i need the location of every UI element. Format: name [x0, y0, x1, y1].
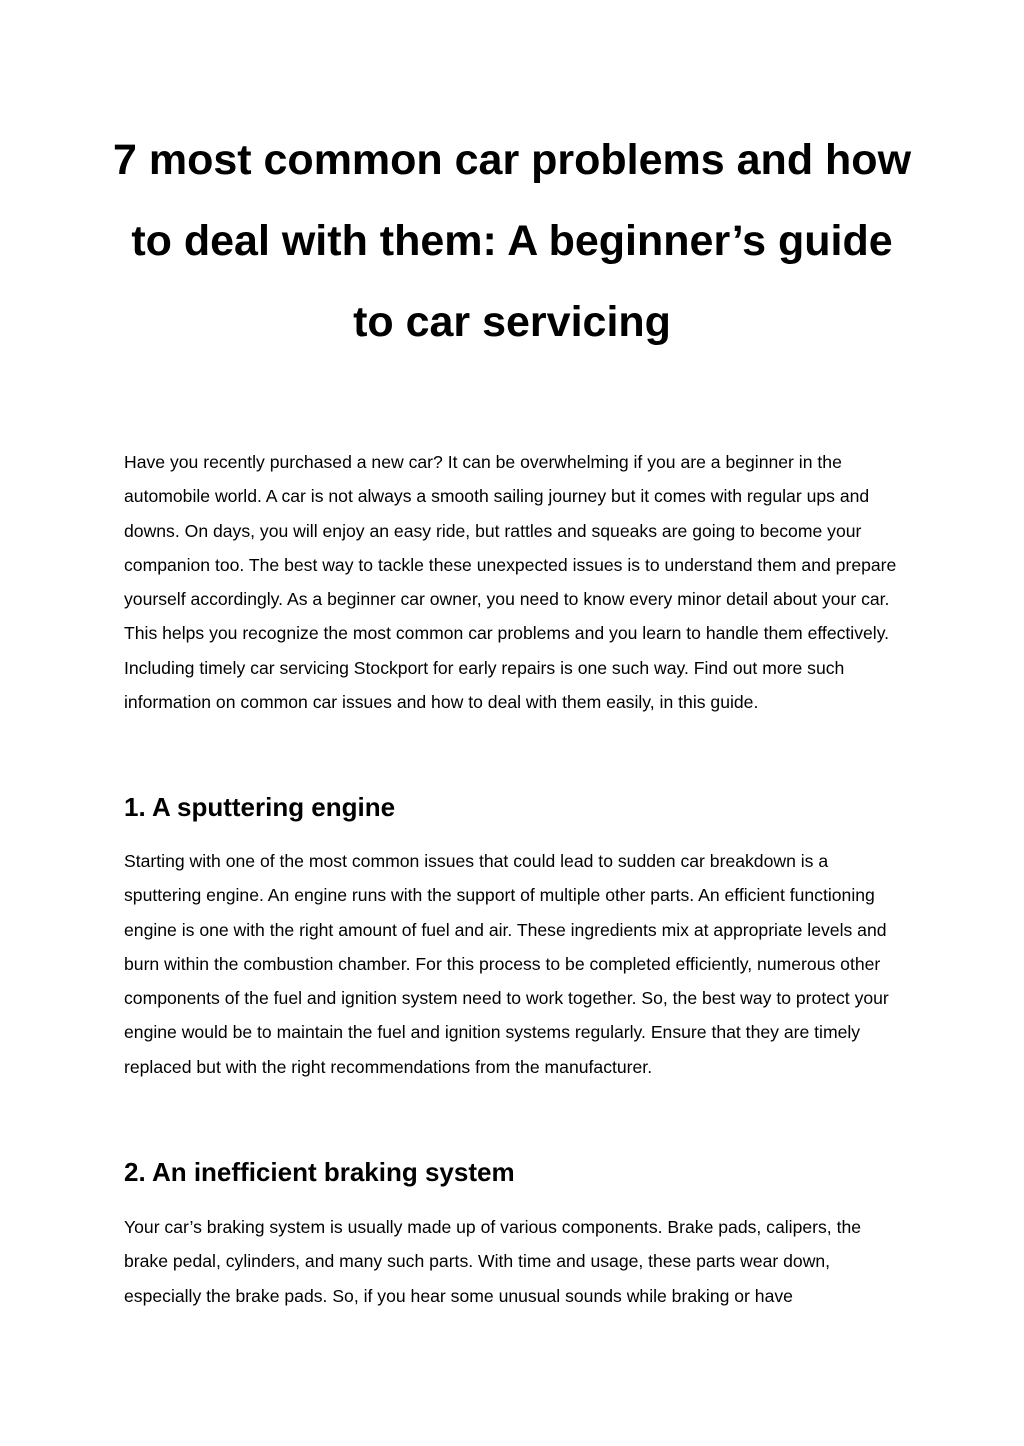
section-body-sputtering-engine: Starting with one of the most common issues that could lead to sudden car breakdown is a sputtering engine. An engine runs with the support of multiple other parts. An efficient functioning engine is one with the right amount of fuel and air. These ingredients mix at appropriate levels and burn within the combustion chamber. For this process to be completed efficiently, numerous other components of the fuel and ignition system need to work together. So, the best way to protect your engine would be to maintain the fuel and ignition systems regularly. Ensure that they are timely replaced but with the right recommendations from the manufacturer. — [124, 851, 889, 1077]
document-title: 7 most common car problems and how to deal with them: A beginner’s guide to car servicing — [112, 136, 912, 346]
section-heading-braking-system: 2. An inefficient braking system — [124, 1157, 515, 1187]
section-heading-sputtering-engine: 1. A sputtering engine — [124, 792, 396, 822]
section-body-braking-system: Your car’s braking system is usually made up of various components. Brake pads, calipers, the brake pedal, cylinders, and many such parts. With time and usage, these parts wear down, especially the brake pads. So, if you hear some unusual sounds while braking or have — [124, 1217, 862, 1306]
intro-paragraph: Have you recently purchased a new car? It can be overwhelming if you are a beginner in the automobile world. A car is not always a smooth sailing journey but it comes with regular ups and downs. On days, you will enjoy an easy ride, but rattles and squeaks are going to become your companion too. The best way to tackle these unexpected issues is to understand them and prepare yourself accordingly. As a beginner car owner, you need to know every minor detail about your car. This helps you recognize the most common car problems and you learn to handle them effectively. Including timely car servicing Stockport for early repairs is one such way. Find out more such information on common car issues and how to deal with them easily, in this guide. — [124, 452, 897, 713]
